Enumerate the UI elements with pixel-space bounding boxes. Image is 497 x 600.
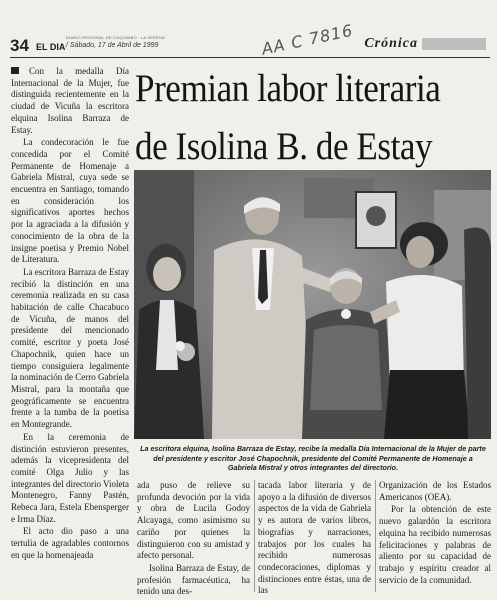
- headline: [135, 60, 455, 176]
- paper-subtitle: DIARIO REGIONAL DE COQUIMBO · LA SERENA: [66, 35, 166, 40]
- article-column-c: [379, 480, 491, 587]
- paragraph: tacada labor literaria y de apoyo a la difusión de diversos aspectos de la vida de Gabriela y es autora de varios libros, biografías y narraciones, trabajos por los cuales ha recibido numerosas condecoraciones, diplomas y distinciones entre éstas, una de las: [258, 480, 371, 596]
- header-rule: [10, 57, 490, 58]
- paragraph: Por la obtención de este nuevo galardón la escritora elquina ha recibido numerosas felicitaciones y palabras de aliento por su capacidad de trabajo y espíritu creador al servicio de la comunidad.: [379, 504, 491, 585]
- paragraph: La condecoración le fue concedida por el Comité Permanente de Homenaje a Gabriela Mistral, cuya sede se encuentra en Santiago, tomando en consideración los significativos aportes hechos por la agraciada a la difusión y conocimiento de la obra de la insigne poetisa y Premio Nobel de Literatura.: [11, 137, 129, 265]
- headline-line-1: Premian labor literaria: [135, 67, 441, 110]
- page-header: [10, 20, 490, 59]
- page-number: 34: [10, 36, 29, 55]
- headline-line-2: de Isolina B. de Estay: [135, 125, 433, 168]
- paper-name: EL DIA: [36, 42, 66, 52]
- photo-caption: La escritora elquina, Isolina Barraza de Estay, recibe la medalla Día Internacional de la Mujer de parte del presidente y escritor José Chapochnik, presidente del Comité Permanente de Homenaje a Gabriela Mistral y otros integrantes del directorio.: [140, 444, 486, 473]
- news-photo: [134, 170, 491, 439]
- paragraph: ada puso de relieve su profunda devoción por la vida y obra de Lucila Godoy Alcayaga, como asimismo su cariño por quienes la distinguieron con su amistad y afecto personal.: [137, 480, 250, 561]
- photo-illustration: [134, 170, 491, 439]
- paragraph: La escritora Barraza de Estay recibió la distinción en una ceremonia realizada en su casa habitación de calle Chacabuco de Vicuña, de manos del presidente del mencionado comité, escritor y poeta José Chapochnik, quien hace un tiempo consiguiera legalmente la nominación de Cerro Gabriela Mistral, para la montaña que geográficamente se encuentra frente a la tumba de la poetisa en Montegrande.: [11, 266, 129, 430]
- section-tab-box: [422, 38, 486, 50]
- paragraph: En la ceremonia de distinción estuvieron presentes, además la vicepresidenta del comité Olga Julio y las integrantes del directorio Violeta Montenegro, Fanny Pastén, Rebeca Jara, Estela Ebensperger e Irma Díaz.: [11, 431, 130, 524]
- paragraph: [11, 66, 129, 136]
- paragraph: Organización de los Estados Americanos (OEA).: [379, 480, 491, 502]
- section-label: Crónica: [364, 36, 418, 51]
- column-divider: [254, 480, 255, 592]
- article-left-column: [11, 66, 129, 563]
- handwritten-archive-note: AA C 7816: [260, 20, 355, 59]
- paper-date: / Sábado, 17 de Abril de 1999: [66, 42, 159, 49]
- paragraph: Isolina Barraza de Estay, de profesión farmacéutica, ha tenido una des-: [137, 562, 250, 597]
- article-column-b: [258, 480, 371, 598]
- bullet-square-icon: [11, 67, 19, 74]
- paragraph-text: Con la medalla Día Internacional de la Mujer, fue distinguida recientemente en la ciudad de Vicuña la escritora elquina Isolina Barraza de Estay.: [11, 66, 129, 135]
- paragraph: El acto dio paso a una tertulia de agradables contornos en que la homenajeada: [11, 526, 129, 560]
- column-divider: [375, 480, 376, 592]
- article-column-a: [137, 480, 250, 599]
